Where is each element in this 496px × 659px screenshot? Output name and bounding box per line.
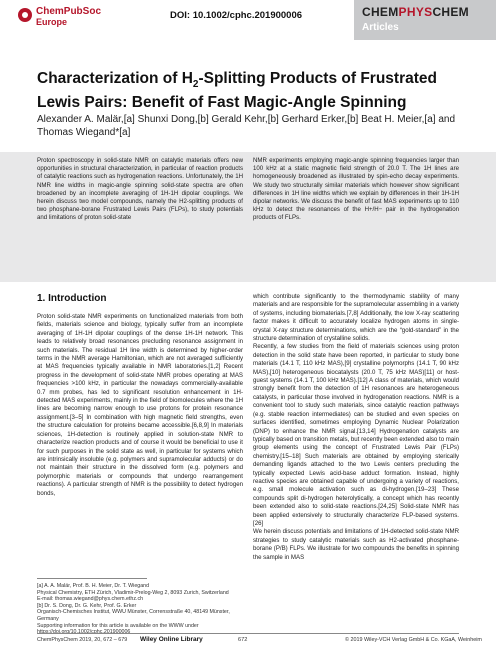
title-part-2: -Splitting Products of Frustrated Lewis Pairs: Benefit of Fast Magic-Angle Spinning	[37, 70, 437, 112]
footer-citation: ChemPhysChem 2019, 20, 672 – 679	[37, 637, 128, 643]
footer-divider	[37, 633, 459, 634]
publisher-logo-icon	[18, 8, 32, 22]
journal-name-part-3: CHEM	[432, 5, 469, 19]
footnote-line[interactable]: E-mail: thomas.wiegand@phys.chem.ethz.ch	[37, 596, 144, 603]
journal-name-part-1: CHEM	[362, 5, 399, 19]
section-heading: 1. Introduction	[37, 293, 107, 304]
article-type: Articles	[362, 22, 399, 33]
footnote-line: Physical Chemistry, ETH Zürich, Vladimir-Prelog-Weg 2, 8093 Zurich, Switzerland	[37, 589, 229, 596]
footer-wiley-online-library[interactable]: Wiley Online Library	[140, 636, 203, 643]
body-left-column: Proton solid-state NMR experiments on functionalized materials from both fields, materials science and biology, typically suffer from an incomplete averaging of 1H-1H dipolar couplings of the dense 1H-1H network. This leads to relatively broad resonances precluding resonance assignment in such materials. The residual 1H line width is determined by higher-order terms in the NMR average Hamiltonian, which are not averaged sufficiently at MAS frequencies typically available in NMR laboratories.[1,2] Recent progress in the development of solid-state NMR probes operating at MAS frequencies >100 kHz, in particular the nowadays commercially-available 0.7 mm probes, has led to significant resolution enhancement in 1H-detected MAS experiments, mainly in the field of biomolecules where the 1H lines are becoming narrow enough to use protons for protein resonance assignment.[3–5] In combination with high magnetic field strengths, even the structure calculation for proteins became accessible.[6,8,9] In materials sciences, 1H-detection is routinely applied in solution-state NMR to characterize reaction products and of course it would be beneficial to use it for such purposes in the solid state as well, in particular for systems which are intrinsically insoluble (e.g. polymers and supramolecular adducts) or do not maintain their structure in the dissolved form (e.g. polymers and polymorphic materials or compounds that undergo rearrangement reactions). A particular strength of NMR is the possibility to detect hydrogen bonds,	[37, 313, 243, 497]
abstract-right-column: NMR experiments employing magic-angle spinning frequencies larger than 100 kHz at a static magnetic field strength of 20.0 T. The 1H lines are homogeneously broadened as illustrated by spin-echo decay experiments. We study two structurally similar materials which however show significant differences in 1H line widths which we explain by differences in their 1H-1H dipolar networks. We discuss the benefit of fast MAS experiments up to 110 kHz to detect the resonances of the H+/H− pair in the hydrogenation products of FLPs.	[253, 157, 459, 222]
footnote-line[interactable]: Supporting information for this article is available on the WWW under https://doi.org/10.1002/cphc.201900006	[37, 622, 199, 636]
publisher-subname: Europe	[36, 17, 68, 27]
footnote-line: [a] A. A. Malär, Prof. B. H. Meier, Dr. T. Wiegand	[37, 583, 150, 589]
journal-name	[362, 5, 469, 19]
footnote-divider	[37, 578, 147, 579]
affiliation-footnotes	[37, 583, 243, 636]
author-list: Alexander A. Malär,[a] Shunxi Dong,[b] Gerald Kehr,[b] Gerhard Erker,[b] Beat H. Meier,[a] and Thomas Wiegand*[a]	[37, 114, 456, 138]
abstract-left-column: Proton spectroscopy in solid-state NMR on catalytic materials offers new opportunities in structural characterization, in particular of reaction products of catalytic reactions such as hydrogenation reactions. Unfortunately, the 1H NMR line widths in magic-angle spinning solid-state spectra are often broadened by an incomplete averaging of 1H-1H dipolar couplings. We herein discuss two model compounds, namely the H2-splitting products of two phosphane-borane Frustrated Lewis Pairs (FLPs), to study potentials and limitations of proton solid-state	[37, 157, 243, 222]
doi-label[interactable]: DOI: 10.1002/cphc.201900006	[170, 10, 303, 21]
body-right-column: which contribute significantly to the thermodynamic stability of many materials and are responsible for the supramolecular assembling in a variety of systems, including biomaterials.[7,8] Additionally, the low X-ray scattering factor makes it difficult to accurately localize hydrogen atoms in single-crystal X-ray structure determinations, which are the “gold-standard” in the structure determination of crystalline solids. Recently, a few studies from the field of materials sciences using proton detection in the solid state have been reported, in particular to study bone materials (14.1 T, 110 kHz MAS),[9] crystalline polymorphs (14.1 T, 90 kHz MAS),[10] heterogeneous biocatalysts (20.0 T, 75 kHz MAS)[11] or host-guest systems (14.1 T, 100 kHz MAS).[12] A class of materials, which would strongly benefit from the detection of 1H resonances are heterogeneous catalysts, in particular those involved in hydrogenation reactions. NMR is a convenient tool to study such materials, since catalytic reaction pathways (e.g. stable reaction intermediates) can be studied and even species on surfaces identified, sometimes employing Dynamic Nuclear Polarization (DNP) to enhance the NMR signal.[13,14] Hydrogenation catalysts are typically based on transition metals, but recently been extended also to main group elements using the concept of Frustrated Lewis Pair (FLPs) chemistry.[15–18] Such materials are obtained by employing sterically demanding ligands attached to the two Lewis centers precluding the typically expected Lewis acid-base adduct formation. Instead, highly reactive species are obtained capable of undergoing a variety of reactions, e.g. small molecule activation such as di-hydrogen.[19–23] These compounds split di-hydrogen heterolytically, a concept which has recently been extended also to solid-state reactions.[24,25] Solid-state NMR has been applied extensively to structurally characterize FLP-based systems.[26] We herein discuss potentials and limitations of 1H-detected solid-state NMR strategies to study catalytic materials such as H2-activated phosphane-borane (P/B) FLPs. We illustrate for two compounds the benefits in spinning the sample in MAS	[253, 293, 459, 561]
title-subscript: 2	[192, 79, 199, 91]
title-part-1: Characterization of H	[37, 70, 193, 87]
footnote-line: Organisch-Chemisches Institut, WWU Münster, Corrensstraße 40, 48149 Münster, Germany	[37, 609, 230, 622]
journal-name-part-2: PHYS	[398, 5, 433, 19]
page-number: 672	[238, 637, 248, 643]
footer-copyright: © 2019 Wiley-VCH Verlag GmbH & Co. KGaA, Weinheim	[345, 637, 482, 643]
paper-title	[37, 70, 467, 112]
footnote-line: [b] Dr. S. Dong, Dr. G. Kehr, Prof. G. Erker	[37, 602, 137, 609]
publisher-name: ChemPubSoc	[36, 6, 102, 17]
